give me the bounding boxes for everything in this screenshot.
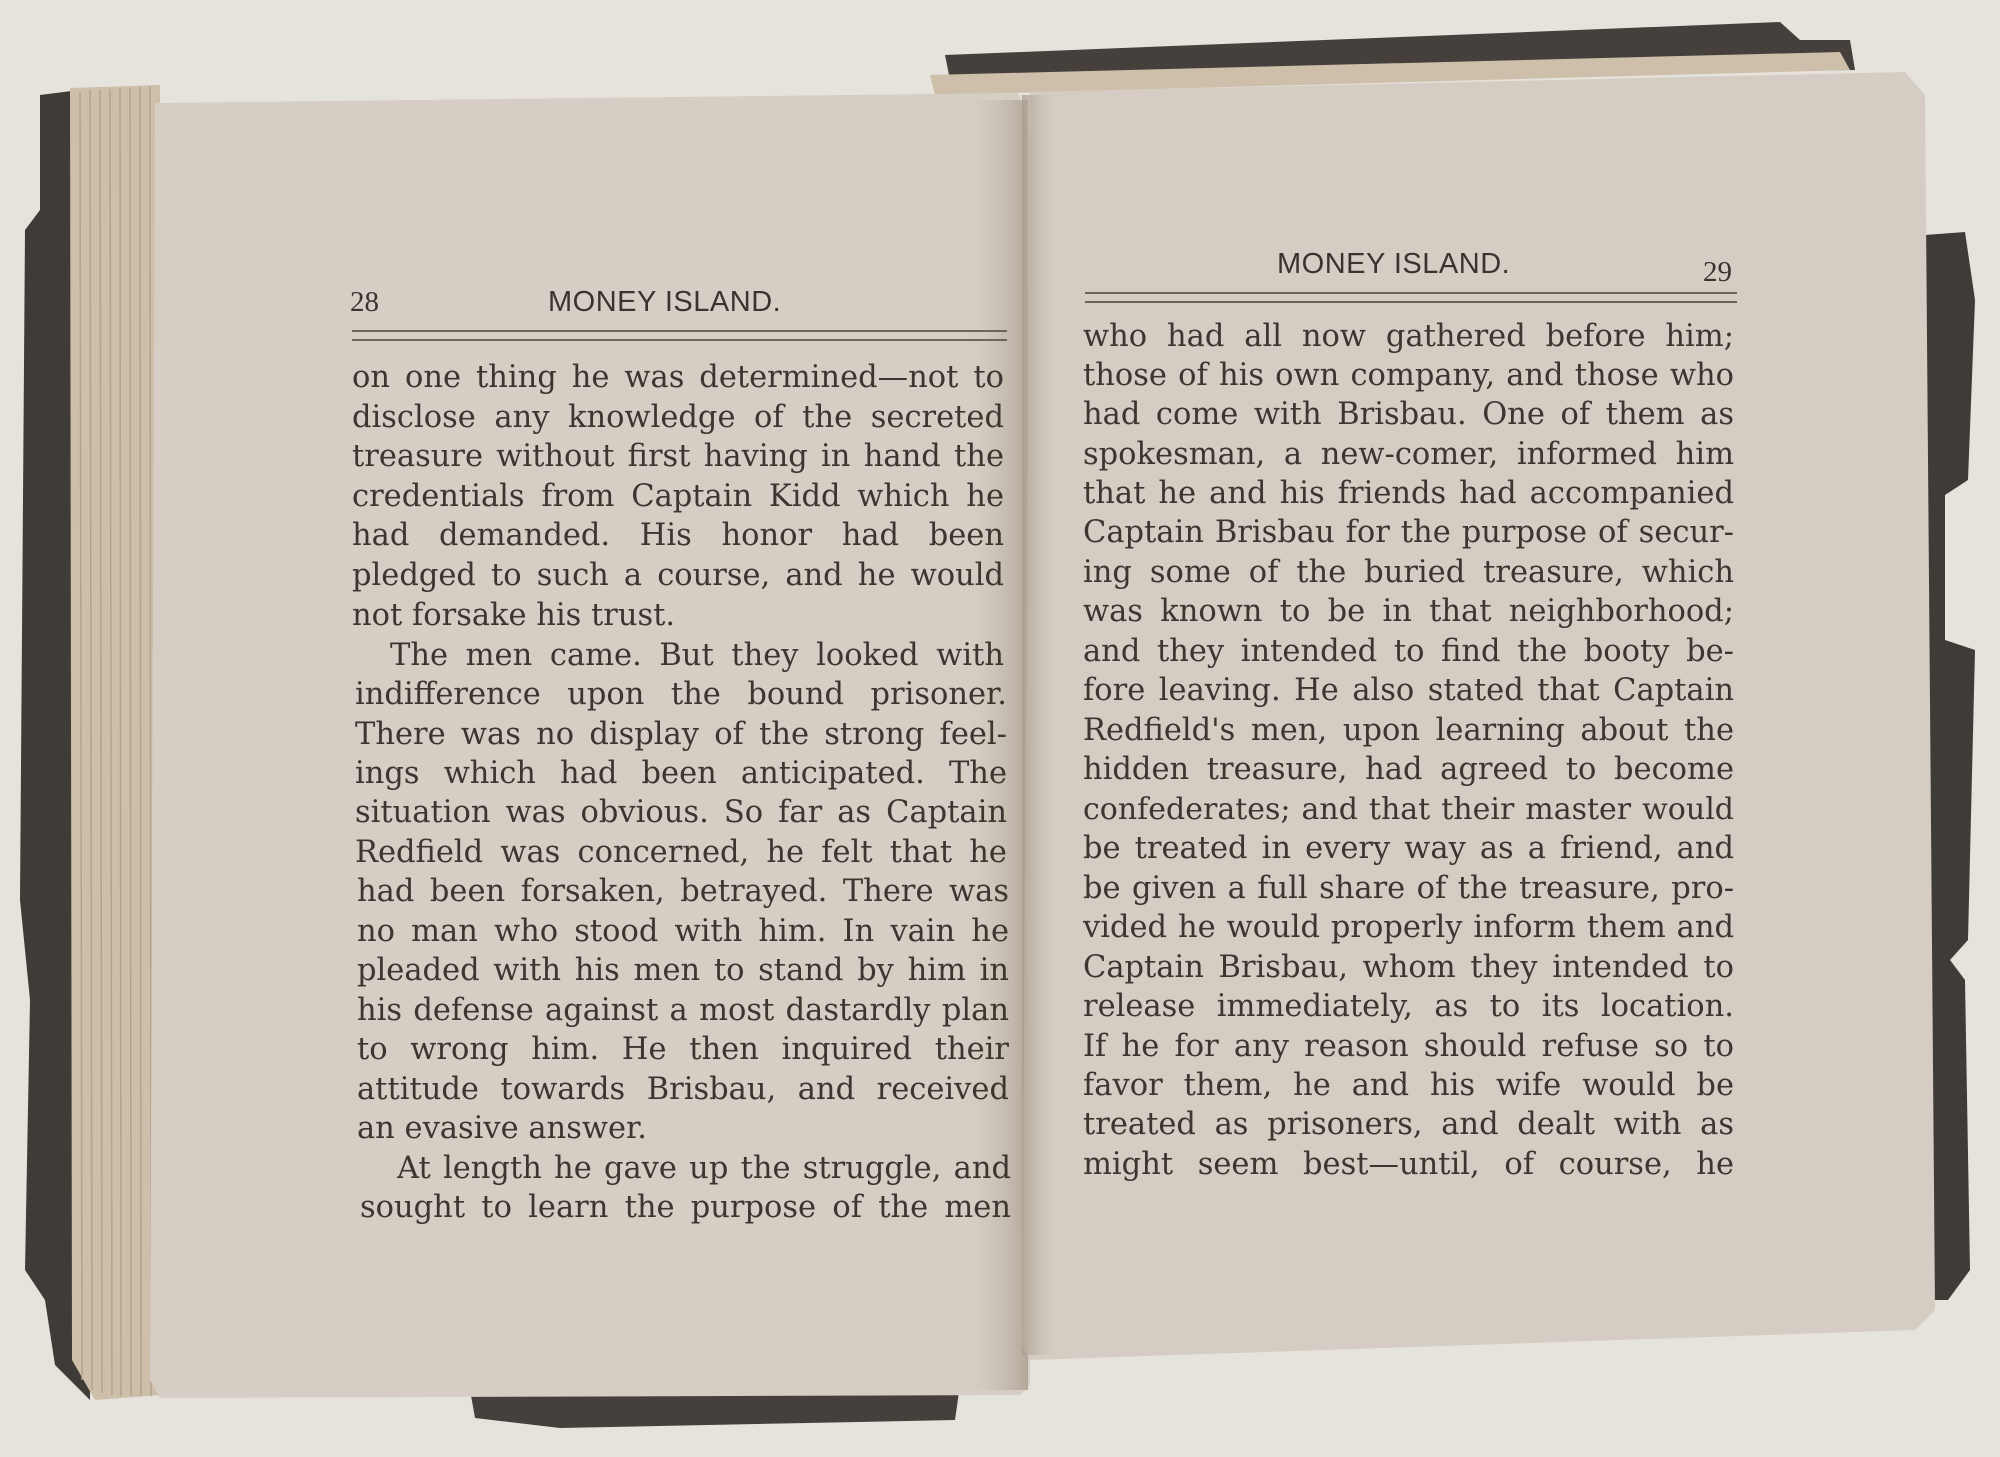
text-line: ings which had been anticipated. The (355, 759, 1007, 790)
text-line: ing some of the buried treasure, which (1083, 558, 1734, 589)
text-line: indifference upon the bound prisoner. (355, 680, 1007, 711)
text-line: release immediately, as to its location. (1083, 992, 1734, 1023)
left-page-edges (70, 85, 160, 1400)
text-line: spokesman, a new-comer, informed him (1083, 440, 1734, 471)
text-line: fore leaving. He also stated that Captain (1083, 676, 1734, 707)
text-line: If he for any reason should refuse so to (1083, 1032, 1734, 1063)
text-line: At length he gave up the struggle, and (397, 1154, 1011, 1185)
text-line: no man who stood with him. In vain he (357, 917, 1009, 948)
text-line: those of his own company, and those who (1083, 361, 1734, 392)
text-line: on one thing he was determined—not to (352, 363, 1004, 394)
text-line: vided he would properly inform them and (1083, 913, 1734, 944)
text-line: situation was obvious. So far as Captain (355, 798, 1007, 829)
text-line: Redfield's men, upon learning about the (1083, 716, 1734, 747)
text-line: and they intended to find the booty be- (1083, 637, 1734, 668)
text-line: favor them, he and his wife would be (1083, 1071, 1734, 1102)
left-header-rule (352, 330, 1007, 341)
text-line: treated as prisoners, and dealt with as (1083, 1110, 1734, 1141)
text-line: was known to be in that neighborhood; (1083, 597, 1734, 628)
text-line: had been forsaken, betrayed. There was (357, 877, 1009, 908)
text-line: his defense against a most dastardly plan (357, 996, 1009, 1027)
text-line: The men came. But they looked with (390, 641, 1004, 672)
text-line: treasure without first having in hand the (352, 442, 1004, 473)
text-line: credentials from Captain Kidd which he (352, 482, 1004, 513)
right-running-head: MONEY ISLAND. (1277, 248, 1511, 280)
text-line: had come with Brisbau. One of them as (1083, 400, 1734, 431)
text-line: Captain Brisbau, whom they intended to (1083, 953, 1734, 984)
text-line: not forsake his trust. (352, 601, 676, 632)
text-line: Captain Brisbau for the purpose of secur- (1083, 518, 1734, 549)
text-line: sought to learn the purpose of the men (360, 1193, 1011, 1224)
text-line: There was no display of the strong feel- (355, 720, 1007, 751)
text-line: to wrong him. He then inquired their (357, 1035, 1009, 1066)
text-line: confederates; and that their master would (1083, 795, 1734, 825)
left-running-head: MONEY ISLAND. (548, 286, 782, 318)
right-header-rule (1085, 292, 1737, 303)
text-line: might seem best—until, of course, he (1083, 1150, 1734, 1181)
right-page-number: 29 (1703, 256, 1732, 288)
left-page-number: 28 (350, 286, 379, 318)
right-gutter-shadow (1022, 95, 1062, 1355)
text-line: disclose any knowledge of the secreted (352, 403, 1004, 434)
text-line: be given a full share of the treasure, pro- (1083, 874, 1734, 905)
text-line: pledged to such a course, and he would (352, 561, 1004, 592)
text-line: attitude towards Brisbau, and received (357, 1075, 1009, 1106)
text-line: who had all now gathered before him; (1083, 322, 1734, 353)
text-line: pleaded with his men to stand by him in (357, 956, 1009, 987)
text-line: hidden treasure, had agreed to become (1083, 755, 1734, 786)
text-line: an evasive answer. (357, 1114, 647, 1145)
text-line: be treated in every way as a friend, and (1083, 834, 1734, 865)
text-line: had demanded. His honor had been (352, 521, 1004, 552)
text-line: that he and his friends had accompanied (1083, 479, 1734, 510)
text-line: Redfield was concerned, he felt that he (355, 838, 1007, 869)
